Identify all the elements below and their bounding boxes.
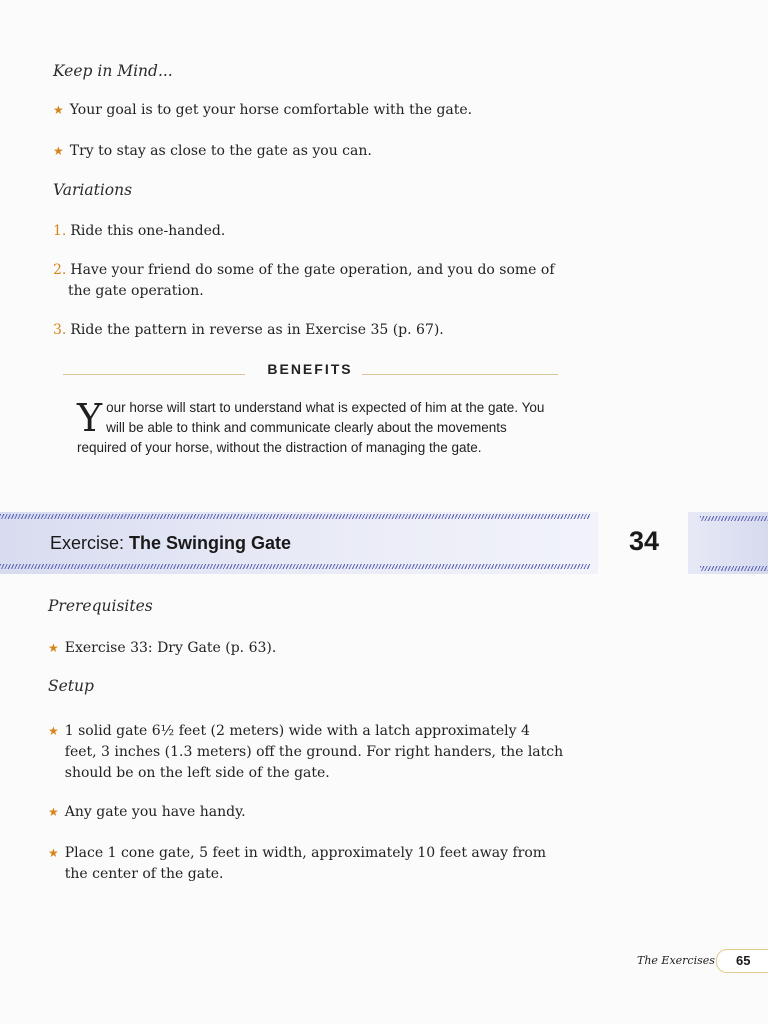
benefits-rule-right: [362, 374, 558, 375]
list-item: 1. Ride this one-handed.: [53, 223, 226, 239]
benefits-rule-left: [63, 374, 245, 375]
benefits-paragraph: Your horse will start to understand what is expected of him at the gate. You will be able to think and communicate clearly about the movements required of your horse, without the distraction of managing the gate.: [77, 396, 545, 455]
star-bullet-icon: ★: [48, 846, 59, 860]
keep-in-mind-heading: Keep in Mind...: [53, 62, 173, 80]
banner-hatch-right-bottom: [700, 566, 768, 571]
list-item: 2. Have your friend do some of the gate operation, and you do some of the gate operation.: [53, 262, 555, 299]
star-bullet-icon: ★: [48, 724, 59, 738]
setup-heading: Setup: [48, 677, 94, 695]
banner-hatch-bottom: [0, 564, 590, 569]
variations-heading: Variations: [53, 181, 133, 199]
benefits-title: BENEFITS: [267, 361, 353, 377]
star-bullet-icon: ★: [48, 641, 59, 655]
drop-cap: Y: [77, 396, 103, 440]
exercise-banner-right: [688, 512, 768, 574]
page-number: 65: [736, 953, 751, 968]
list-item: ★ Any gate you have handy.: [48, 802, 566, 823]
exercise-number: 34: [628, 526, 660, 556]
prerequisites-heading: Prerequisites: [48, 597, 153, 615]
footer-section-label: The Exercises: [637, 954, 715, 967]
exercise-title: Exercise: The Swinging Gate: [50, 533, 292, 553]
list-item: ★ Try to stay as close to the gate as you can.: [53, 143, 372, 159]
list-item: ★ Exercise 33: Dry Gate (p. 63).: [48, 640, 277, 656]
banner-hatch-top: [0, 514, 590, 519]
banner-hatch-right-top: [700, 516, 768, 521]
list-item: 3. Ride the pattern in reverse as in Exercise 35 (p. 67).: [53, 322, 444, 338]
list-item: ★ 1 solid gate 6½ feet (2 meters) wide with a latch approximately 4 feet, 3 inches (1.3 meters) off the ground. For right handers, the latch should be on the left side of the gate.: [48, 721, 566, 784]
star-bullet-icon: ★: [53, 144, 64, 158]
list-item: ★ Place 1 cone gate, 5 feet in width, approximately 10 feet away from the center of the gate.: [48, 843, 566, 885]
list-item: ★ Your goal is to get your horse comfortable with the gate.: [53, 102, 473, 118]
star-bullet-icon: ★: [48, 805, 59, 819]
star-bullet-icon: ★: [53, 103, 64, 117]
